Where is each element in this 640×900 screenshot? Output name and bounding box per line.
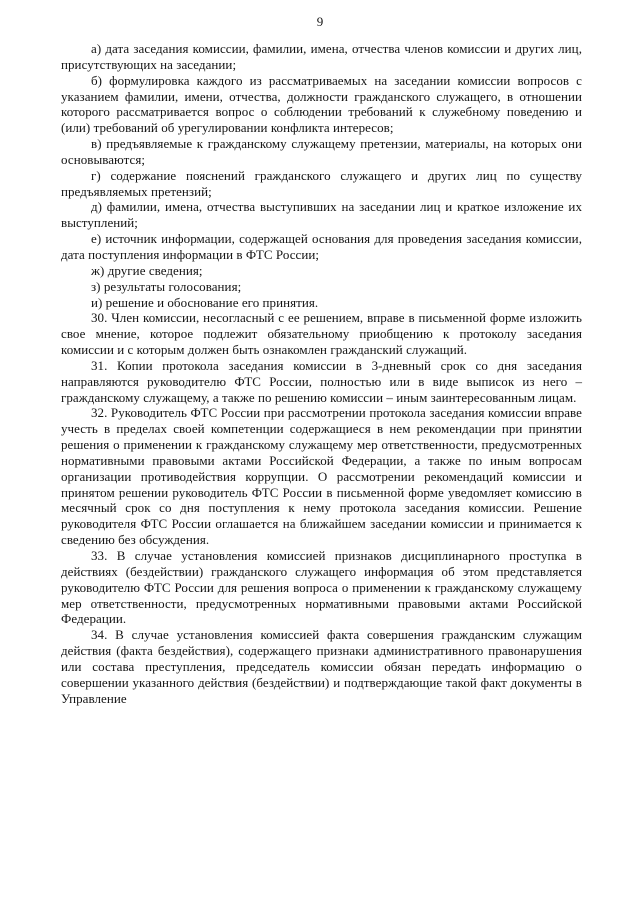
item-b-paragraph: б) формулировка каждого из рассматриваемых на заседании комиссии вопросов с указанием фамилии, имени, отчества, должности гражданского служащего, в отношении которого рассматривается вопрос о соблюдении требований к служебному поведению и (или) требований об урегулировании конфликта интересов; (61, 72, 582, 136)
clause-31-paragraph: 31. Копии протокола заседания комиссии в 3-дневный срок со дня заседания направляются руководителю ФТС России, полностью или в виде выписок из него – гражданскому служащему, а также по решению комиссии – иным заинтересованным лицам. (61, 357, 582, 405)
item-e-paragraph: е) источник информации, содержащей основания для проведения заседания комиссии, дата поступления информации в ФТС России; (61, 231, 582, 262)
document-body (61, 41, 582, 706)
item-v-paragraph: в) предъявляемые к гражданскому служащему претензии, материалы, на которых они основываются; (61, 136, 582, 167)
page-number: 9 (316, 14, 324, 29)
item-z-paragraph: з) результаты голосования; (91, 278, 242, 294)
item-d-paragraph: д) фамилии, имена, отчества выступивших на заседании лиц и краткое изложение их выступлений; (61, 199, 582, 231)
clause-32-paragraph: 32. Руководитель ФТС России при рассмотрении протокола заседания комиссии вправе учесть в пределах своей компетенции содержащиеся в нем рекомендации при принятии решения о применении к гражданскому служащему мер ответственности, предусмотренных нормативными правовыми актами Российской Федерации, а также по иным вопросам организации противодействия коррупции. О рассмотрении рекомендаций комиссии и принятом решении руководитель ФТС России в письменной форме уведомляет комиссию в месячный срок со дня поступления к нему протокола заседания комиссии. Решение руководителя ФТС России оглашается на ближайшем заседании комиссии и принимается к сведению без обсуждения. (61, 405, 582, 548)
clause-34-paragraph: 34. В случае установления комиссией факта совершения гражданским служащим действия (факта бездействия), содержащего признаки административного правонарушения или состава преступления, председатель комиссии обязан передать информацию о совершении указанного действия (бездействии) и подтверждающие такой факт документы в Управление (61, 627, 582, 706)
clause-33-paragraph: 33. В случае установления комиссией признаков дисциплинарного проступка в действиях (бездействии) гражданского служащего информация об этом представляется руководителю ФТС России для решения вопроса о применении к гражданскому служащему мер ответственности, предусмотренных нормативными правовыми актами Российской Федерации. (61, 548, 582, 627)
item-g-paragraph: г) содержание пояснений гражданского служащего и других лиц по существу предъявляемых претензий; (61, 167, 582, 199)
item-i-paragraph: и) решение и обоснование его принятия. (91, 294, 319, 310)
clause-30-paragraph: 30. Член комиссии, несогласный с ее решением, вправе в письменной форме изложить свое мнение, которое подлежит обязательному приобщению к протоколу заседания комиссии и с которым должен быть ознакомлен гражданский служащий. (61, 310, 582, 358)
item-a-paragraph: а) дата заседания комиссии, фамилии, имена, отчества членов комиссии и других лиц, присутствующих на заседании; (61, 41, 582, 72)
item-zh-paragraph: ж) другие сведения; (91, 262, 203, 278)
